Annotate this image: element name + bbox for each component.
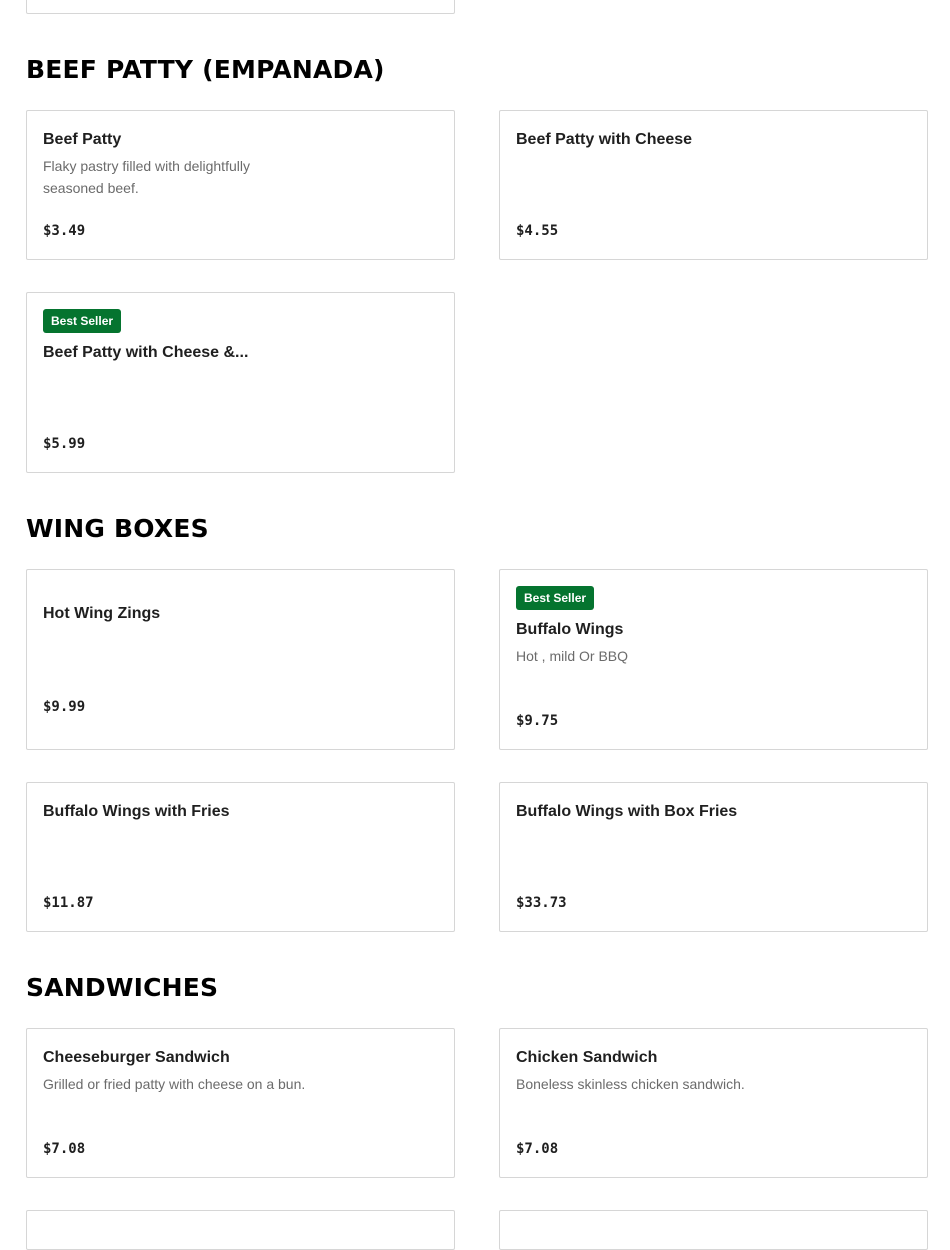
menu-item-card-partial[interactable]: [26, 1210, 455, 1250]
item-price: $4.55: [516, 223, 559, 239]
menu-item-card[interactable]: [499, 782, 928, 932]
section-title-sandwiches: SANDWICHES: [26, 973, 219, 1002]
item-name: Beef Patty with Cheese: [516, 131, 693, 148]
section-title-beef-patty: BEEF PATTY (EMPANADA): [26, 55, 385, 84]
item-description: Hot , mild Or BBQ: [516, 648, 629, 664]
menu-item-card[interactable]: [26, 782, 455, 932]
item-name: Buffalo Wings: [516, 621, 624, 638]
section-title-wing-boxes: WING BOXES: [26, 514, 209, 543]
item-description: Boneless skinless chicken sandwich.: [516, 1076, 745, 1092]
item-name: Buffalo Wings with Box Fries: [516, 803, 738, 820]
menu-item-card[interactable]: [499, 110, 928, 260]
menu-item-card[interactable]: [26, 569, 455, 750]
menu-item-card[interactable]: [26, 292, 455, 473]
item-name: Chicken Sandwich: [516, 1049, 658, 1066]
menu-item-card[interactable]: [499, 1028, 928, 1178]
item-name: Buffalo Wings with Fries: [43, 803, 230, 820]
best-seller-badge: Best Seller: [43, 309, 121, 333]
item-price: $3.49: [43, 223, 86, 239]
item-description: Grilled or fried patty with cheese on a bun.: [43, 1076, 306, 1092]
menu-item-card[interactable]: [499, 569, 928, 750]
best-seller-badge: Best Seller: [516, 586, 594, 610]
item-name: Beef Patty with Cheese &...: [43, 344, 249, 361]
item-price: $11.87: [43, 895, 94, 911]
menu-item-card-partial[interactable]: [499, 1210, 928, 1250]
item-name: Cheeseburger Sandwich: [43, 1049, 230, 1066]
item-price: $9.99: [43, 699, 86, 715]
menu-item-card-partial[interactable]: [26, 0, 455, 14]
item-price: $5.99: [43, 436, 86, 452]
item-description: Flaky pastry filled with delightfully seasoned beef.: [43, 158, 250, 196]
item-name: Hot Wing Zings: [43, 605, 161, 622]
menu-item-card[interactable]: [26, 110, 455, 260]
menu-item-card[interactable]: [26, 1028, 455, 1178]
item-name: Beef Patty: [43, 131, 122, 148]
item-price: $7.08: [43, 1141, 86, 1157]
item-price: $33.73: [516, 895, 567, 911]
item-price: $7.08: [516, 1141, 559, 1157]
item-price: $9.75: [516, 713, 559, 729]
